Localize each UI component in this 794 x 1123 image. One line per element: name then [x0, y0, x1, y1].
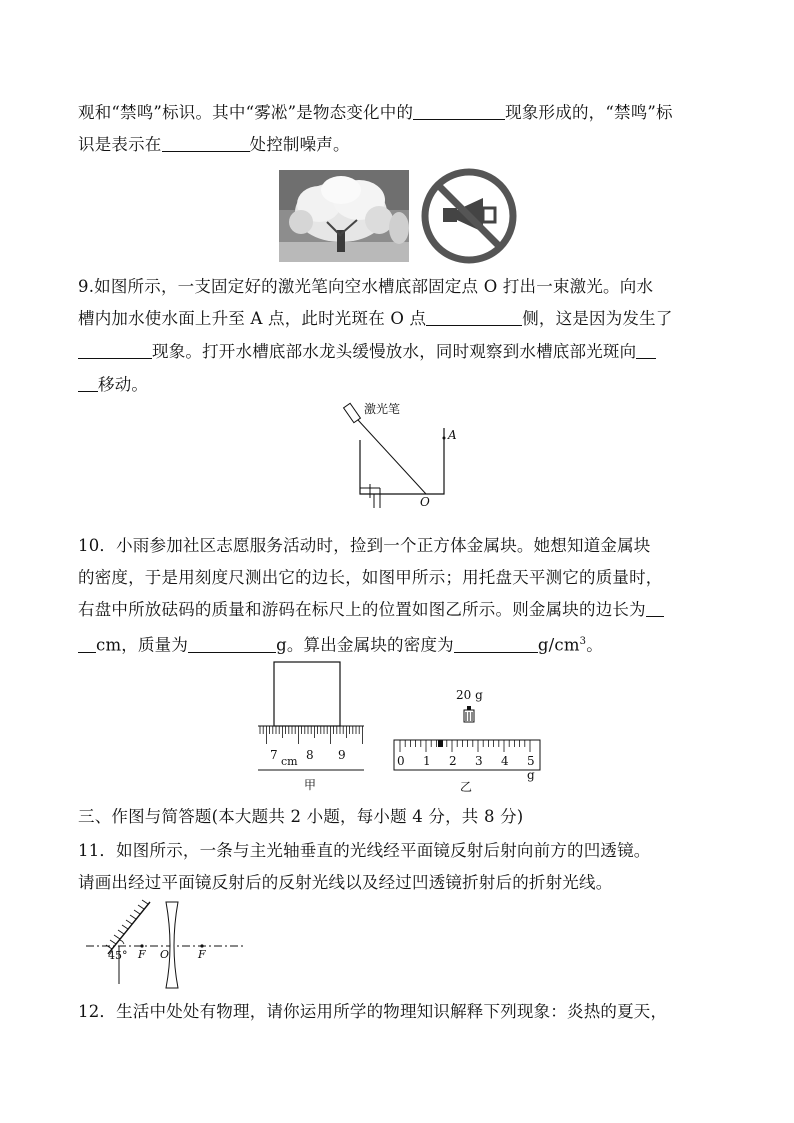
q10-superscript: 3: [579, 636, 587, 647]
q8-text-c: 识是表示在: [78, 135, 162, 154]
ruler-figure-jia: [256, 660, 368, 796]
scale-label: 0: [397, 754, 405, 768]
q8-text-b: 现象形成的，“禁鸣”标: [505, 103, 673, 122]
q12-line1: 12．生活中处处有物理，请你运用所学的物理知识解释下列现象：炎热的夏天，: [78, 1002, 668, 1021]
q10-blank-2[interactable]: [188, 636, 276, 653]
mirror-lens-figure: [84, 898, 250, 990]
scale-label: 2: [449, 754, 457, 768]
q10-line2: 的密度，于是用刻度尺测出它的边长，如图甲所示；用托盘天平测它的质量时，: [78, 568, 663, 587]
fig-yi-label: 乙: [460, 780, 473, 794]
q10-text-c: g。算出金属块的密度为: [276, 635, 454, 655]
focus-right-label: F: [198, 948, 206, 961]
q10-line1: 10．小雨参加社区志愿服务活动时，捡到一个正方体金属块。她想知道金属块: [78, 536, 651, 555]
q9-line1: 9.如图所示，一支固定好的激光笔向空水槽底部固定点 O 打出一束激光。向水: [78, 277, 654, 296]
focus-left-label: F: [138, 948, 146, 961]
scale-label: 5 g: [527, 754, 535, 782]
q10-text-a: 右盘中所放砝码的质量和游码在标尺上的位置如图乙所示。则金属块的边长为: [78, 600, 646, 619]
q8-blank-2[interactable]: [162, 135, 250, 152]
scale-label: 4: [501, 754, 509, 768]
q10-text-e: 。: [586, 635, 603, 655]
ruler-label-9: 9: [338, 748, 346, 762]
q11-line1: 11．如图所示，一条与主光轴垂直的光线经平面镜反射后射向前方的凹透镜。: [78, 841, 651, 860]
q10-text-b: cm，质量为: [96, 635, 189, 655]
q8-line1: [78, 102, 673, 124]
q8-text-d: 处控制噪声。: [249, 135, 350, 154]
angle-label: 45°: [108, 949, 128, 962]
q10-blank-1b[interactable]: [78, 636, 96, 653]
q10-blank-1a[interactable]: [646, 600, 664, 617]
q9-text-a: 槽内加水使水面上升至 A 点，此时光斑在 O 点: [78, 309, 427, 328]
q9-blank-3a[interactable]: [636, 342, 656, 359]
concave-lens: [166, 902, 178, 988]
q10-line3: [78, 599, 664, 621]
q10-line4: [78, 631, 603, 657]
fig-jia-label: 甲: [304, 778, 317, 792]
laser-tank-figure: [340, 398, 470, 520]
section3-title: 三、作图与简答题(本大题共 2 小题，每小题 4 分，共 8 分): [78, 807, 524, 826]
point-o-label: O: [420, 495, 430, 509]
scale-label: 3: [475, 754, 483, 768]
ruler-label-7: 7: [270, 748, 278, 762]
laser-pen-label: 激光笔: [364, 402, 401, 416]
balance-scale-figure-yi: [392, 688, 542, 796]
optical-center-label: O: [160, 948, 170, 961]
weight-icon: [464, 706, 474, 722]
rider-marker: [438, 740, 443, 747]
q11-line2: 请画出经过平面镜反射后的反射光线以及经过凹透镜折射后的折射光线。: [78, 873, 613, 892]
q8-line2: [78, 134, 350, 156]
q9-text-d: 移动。: [98, 375, 149, 394]
point-a-label: A: [448, 428, 457, 442]
weight-label: 20 g: [456, 688, 483, 702]
q8-text-a: 观和“禁鸣”标识。其中“雾凇”是物态变化中的: [78, 103, 414, 122]
q9-line4: [78, 374, 148, 396]
q9-text-c: 现象。打开水槽底部水龙头缓慢放水，同时观察到水槽底部光斑向: [152, 342, 637, 361]
q9-line2: [78, 308, 673, 330]
q9-blank-1[interactable]: [426, 309, 522, 326]
no-honking-sign: [421, 168, 517, 264]
q9-blank-3b[interactable]: [78, 375, 98, 392]
q9-text-b: 侧，这是因为发生了: [522, 309, 673, 328]
ruler-label-8: 8: [306, 748, 314, 762]
rime-tree-photo: [279, 170, 409, 262]
scale-label: 1: [423, 754, 431, 768]
ruler-unit: cm: [281, 755, 298, 768]
faucet-icon: [360, 484, 380, 508]
q9-line3: [78, 341, 656, 363]
laser-pen-icon: [344, 403, 361, 422]
q8-blank-1[interactable]: [413, 103, 505, 120]
q10-text-d: g/cm: [537, 635, 580, 655]
q9-blank-2[interactable]: [78, 342, 152, 359]
q10-blank-3[interactable]: [454, 636, 538, 653]
